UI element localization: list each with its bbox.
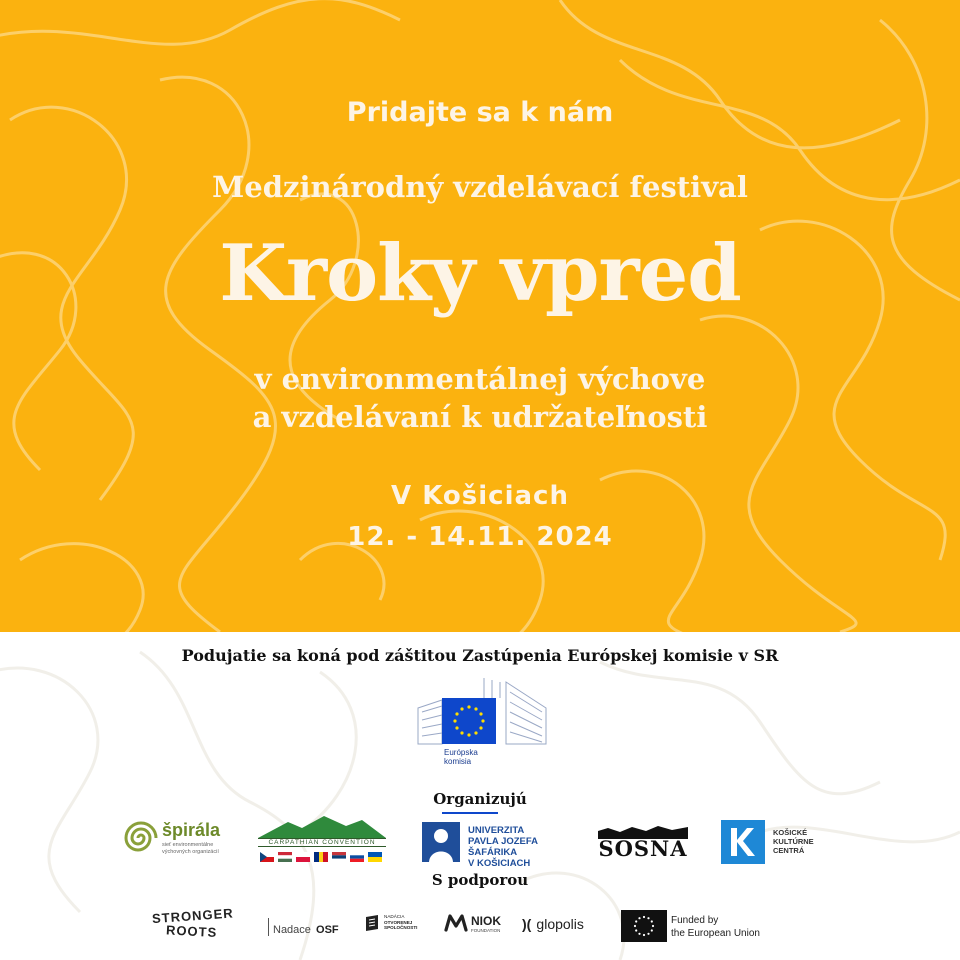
spirala-tag-1: sieť environmentálne: [162, 842, 214, 848]
glopolis-logo: [522, 914, 596, 936]
spirala-tag-2: výchovných organizácií: [162, 849, 219, 855]
spiral-icon: [122, 818, 160, 858]
ec-label-1: Európska: [444, 748, 478, 757]
upjs-line-3: V KOŠICIACH: [468, 858, 531, 869]
event-city: V Košiciach: [391, 481, 569, 511]
sosna-logo: [598, 824, 688, 864]
eu-funded-line-1: Funded by: [671, 915, 719, 926]
glopolis-mark-icon: )(: [522, 916, 532, 932]
flags-icon: [260, 852, 384, 862]
niok-logo: [444, 914, 510, 938]
topic-line-2: a vzdelávaní k udržateľnosti: [252, 400, 708, 434]
partners-section: [0, 632, 960, 960]
university-portrait-icon: [422, 822, 460, 862]
nos-line-2: OTVORENEJ: [384, 919, 413, 925]
stronger-text: STRONGER: [151, 905, 235, 927]
osf-text: OSF: [316, 924, 339, 936]
nos-emblem-icon: [364, 914, 380, 932]
niok-name: NIOK: [471, 914, 501, 928]
kkc-line-1: KOŠICKÉ: [773, 828, 808, 837]
nos-logo: [364, 914, 426, 938]
nos-line-3: SPOLOČNOSTI: [384, 925, 418, 931]
spirala-name: špirála: [162, 820, 221, 840]
spirala-logo: [122, 818, 232, 864]
sosna-name: SOSNA: [598, 836, 688, 861]
eu-flag-icon: [621, 910, 667, 942]
nos-line-1: NADÁCIA: [384, 914, 405, 919]
roots-text: ROOTS: [165, 922, 218, 941]
nadace-osf-logo: [268, 918, 353, 936]
glopolis-name: glopolis: [536, 916, 584, 932]
patronage-text: Podujatie sa koná pod záštitou Zastúpenia Európskej komisie v SR: [181, 646, 779, 665]
niok-sub: FOUNDATION: [471, 928, 501, 933]
upjs-logo: [422, 822, 572, 869]
upjs-line-1: UNIVERZITA: [468, 825, 525, 836]
mountains-icon: [258, 816, 386, 838]
organizers-heading: Organizujú: [433, 790, 527, 808]
carpathian-convention-logo: [258, 816, 386, 866]
nadace-text: Nadace: [273, 924, 311, 936]
niok-icon: [444, 914, 468, 932]
kkc-logo: [721, 820, 831, 864]
ec-building-icon: [414, 678, 548, 748]
ec-underline: [442, 812, 498, 814]
european-commission-logo: [414, 678, 548, 768]
ec-label-2: komisia: [444, 757, 472, 766]
kkc-icon: [721, 820, 765, 864]
kkc-line-2: KULTÚRNE: [773, 837, 814, 846]
supporters-heading: S podporou: [431, 871, 529, 889]
upjs-line-2: PAVLA JOZEFA ŠAFÁRIKA: [468, 836, 538, 858]
join-text: Pridajte sa k nám: [346, 97, 614, 128]
carpathian-name: CARPATHIAN CONVENTION: [258, 838, 386, 847]
stronger-roots-logo: [151, 905, 242, 944]
topic-line-1: v environmentálnej výchove: [254, 362, 706, 396]
event-dates: 12. - 14.11. 2024: [347, 522, 613, 552]
eu-funded-line-2: the European Union: [671, 928, 760, 939]
festival-subtitle: Medzinárodný vzdelávací festival: [212, 170, 748, 204]
kkc-line-3: CENTRÁ: [773, 846, 805, 855]
festival-title: Kroky vpred: [219, 228, 741, 319]
eu-funding-logo: [621, 910, 771, 942]
